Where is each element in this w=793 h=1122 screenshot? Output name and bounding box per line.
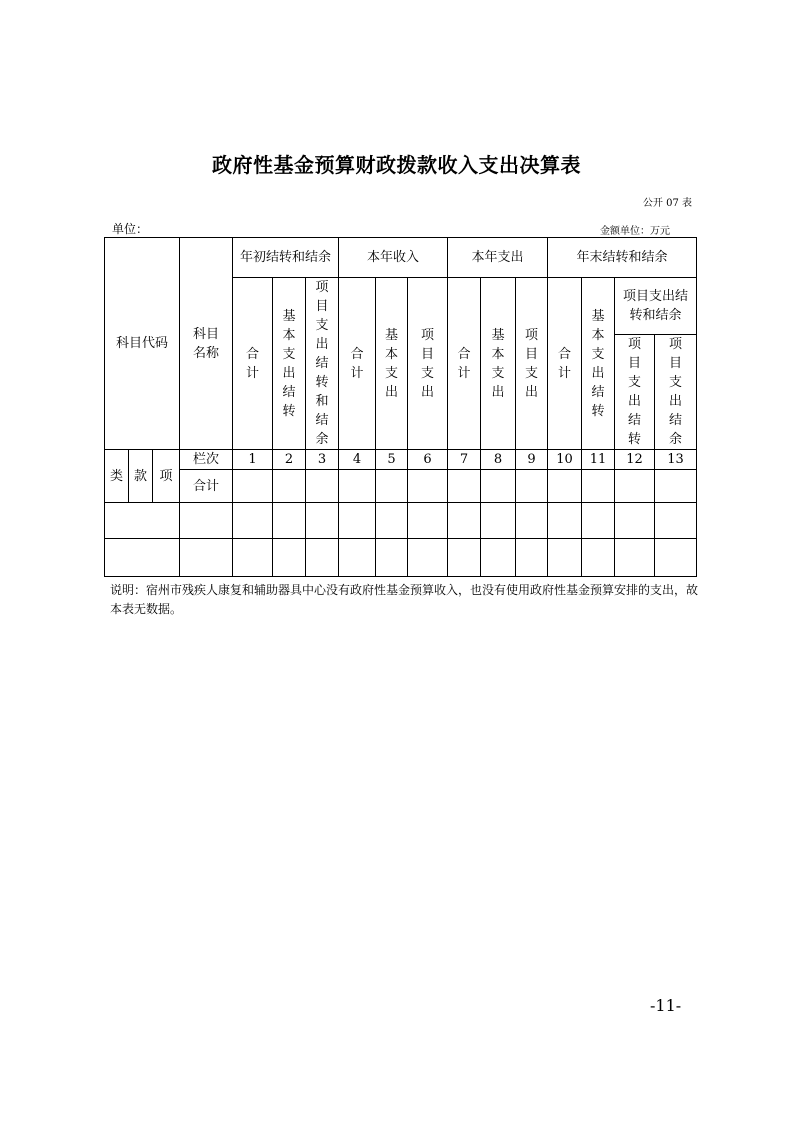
column-number: 8 [481,450,516,470]
column-number: 11 [582,450,615,470]
table-cell [339,503,376,539]
table-cell [408,539,448,577]
budget-table [104,237,697,577]
header-subject-name: 科目名称 [180,238,233,450]
table-cell [233,539,273,577]
table-note: 说明：宿州市残疾人康复和辅助器具中心没有政府性基金预算收入，也没有使用政府性基金预算安排的支出，故本表无数据。 [110,583,699,616]
table-cell [180,503,233,539]
header-income-total: 合计 [339,278,376,450]
amount-unit: 金额单位：万元 [600,226,670,237]
column-number: 7 [448,450,481,470]
header-income-project: 项目支出 [408,278,448,450]
header-group-begin: 年初结转和结余 [233,238,339,278]
table-cell [582,503,615,539]
header-group-end: 年末结转和结余 [548,238,697,278]
column-number: 12 [615,450,655,470]
table-cell [582,470,615,503]
header-end-project-balance: 项目支出结余 [655,335,697,450]
table-row [105,503,697,539]
header-begin-total: 合计 [233,278,273,450]
table-cell [376,539,408,577]
table-cell [105,539,180,577]
form-code: 公开 07 表 [642,198,692,209]
table-cell [655,470,697,503]
table-cell [516,539,548,577]
column-number: 1 [233,450,273,470]
table-cell [273,539,306,577]
header-expense-basic: 基本支出 [481,278,516,450]
header-expense-total: 合计 [448,278,481,450]
unit-label: 单位： [112,222,149,236]
table-cell [339,539,376,577]
table-cell [516,503,548,539]
header-column-index: 栏次 [180,450,233,470]
header-end-total: 合计 [548,278,582,450]
table-cell [448,470,481,503]
column-number: 10 [548,450,582,470]
table-cell [306,503,339,539]
table-cell [582,539,615,577]
header-income-basic: 基本支出 [376,278,408,450]
table-cell [481,470,516,503]
page-number: -11- [650,996,682,1015]
table-cell [233,503,273,539]
table-cell [615,503,655,539]
table-cell [448,539,481,577]
header-section: 款 [129,450,153,503]
header-begin-basic: 基本支出结转 [273,278,306,450]
column-number: 5 [376,450,408,470]
header-group-expense: 本年支出 [448,238,548,278]
table-cell [105,503,180,539]
table-cell [180,539,233,577]
header-group-income: 本年收入 [339,238,448,278]
table-cell [233,470,273,503]
table-cell [306,470,339,503]
table-cell [481,503,516,539]
column-number: 3 [306,450,339,470]
table-cell [615,470,655,503]
column-number: 9 [516,450,548,470]
table-cell [408,470,448,503]
header-category: 类 [105,450,129,503]
table-cell [376,470,408,503]
table-cell [548,503,582,539]
column-number: 13 [655,450,697,470]
page-title: 政府性基金预算财政拨款收入支出决算表 [212,153,581,177]
table-cell [306,539,339,577]
table-cell [615,539,655,577]
table-cell [273,470,306,503]
header-end-project-group: 项目支出结转和结余 [615,278,697,335]
table-cell [376,503,408,539]
table-cell [548,539,582,577]
column-number: 6 [408,450,448,470]
column-number: 4 [339,450,376,470]
row-total-label: 合计 [180,470,233,503]
header-end-project-carry: 项目支出结转 [615,335,655,450]
table-cell [516,470,548,503]
header-end-basic: 基本支出结转 [582,278,615,450]
table-cell [655,539,697,577]
header-begin-project: 项目支出结转和结余 [306,278,339,450]
table-row [105,539,697,577]
column-number: 2 [273,450,306,470]
table-cell [655,503,697,539]
header-expense-project: 项目支出 [516,278,548,450]
header-subject-code: 科目代码 [105,238,180,450]
table-cell [408,503,448,539]
header-item: 项 [153,450,180,503]
table-cell [448,503,481,539]
table-cell [481,539,516,577]
table-cell [548,470,582,503]
table-cell [273,503,306,539]
table-cell [339,470,376,503]
